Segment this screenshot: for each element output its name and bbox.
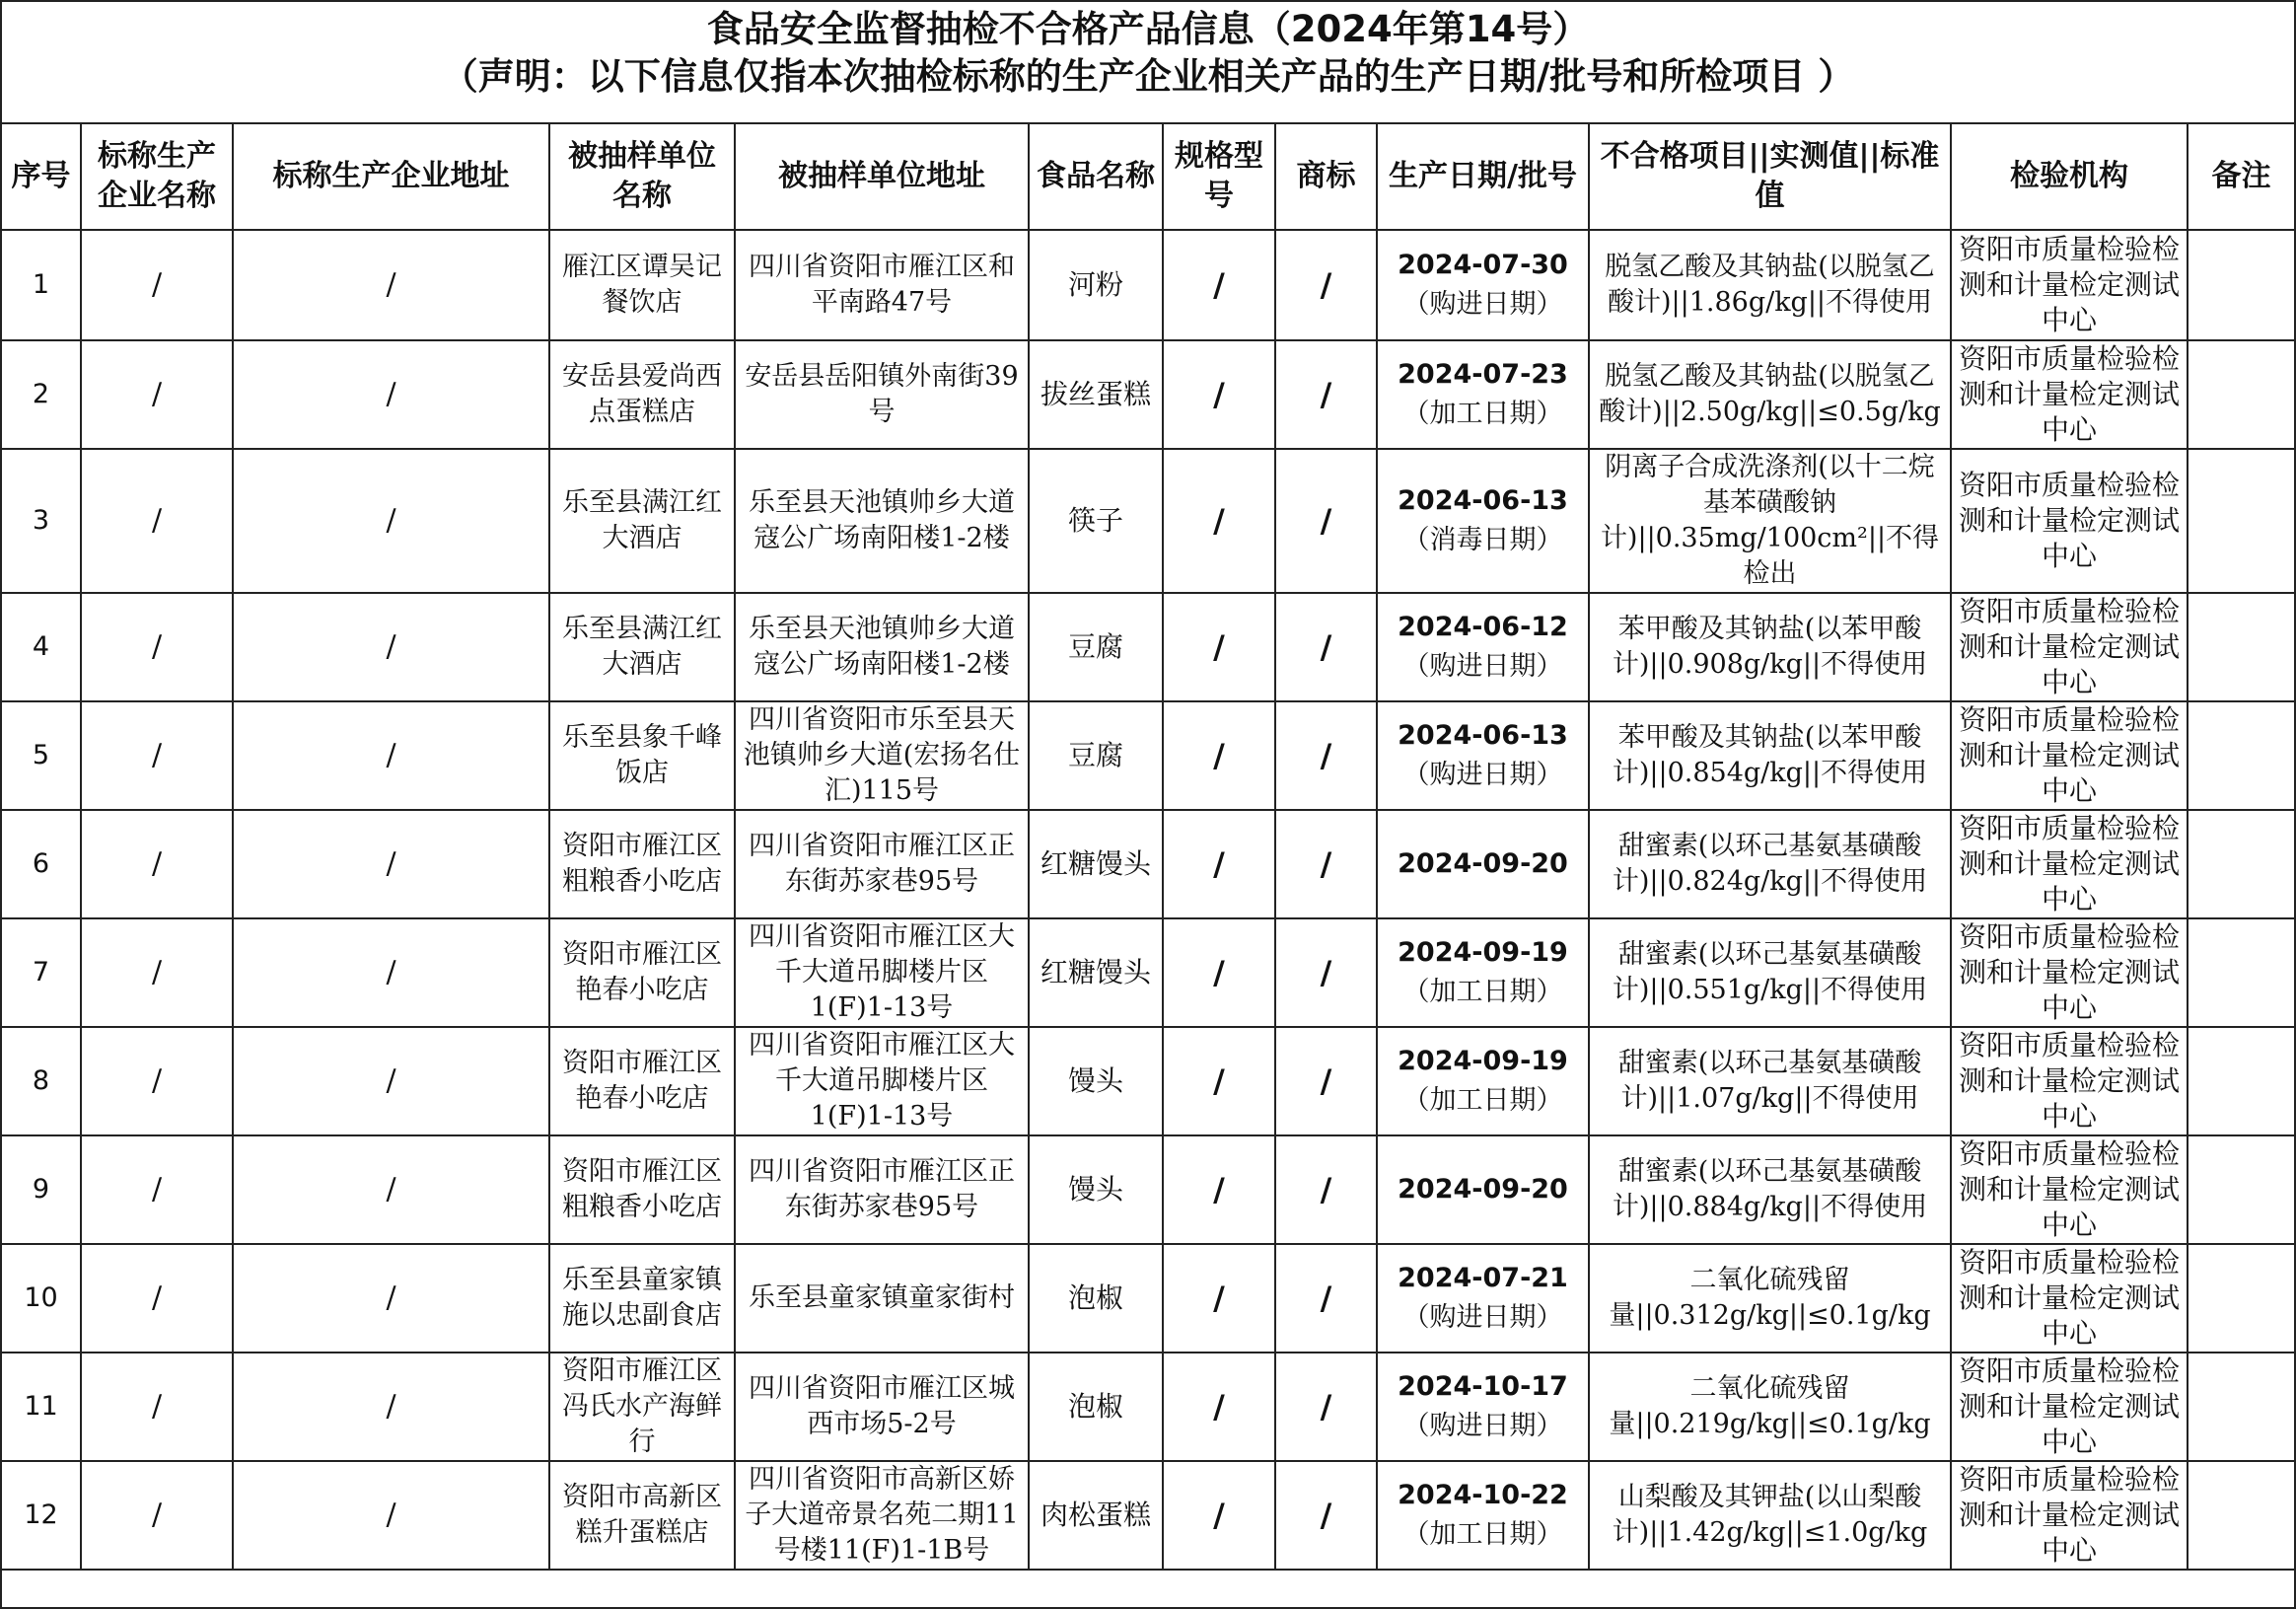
food-name-cell: 筷子 (1029, 449, 1163, 593)
table-row (2, 340, 2294, 449)
header-production-date: 生产日期/批号 (1377, 124, 1589, 230)
production-date-cell (1377, 230, 1589, 340)
sampled-unit-address-cell: 乐至县童家镇童家街村 (735, 1244, 1029, 1353)
testing-org-cell: 资阳市质量检验检测和计量检定测试中心 (1951, 1135, 2188, 1244)
manufacturer-name-cell: / (81, 1461, 233, 1570)
sampled-unit-address-cell: 乐至县天池镇帅乡大道寇公广场南阳楼1-2楼 (735, 593, 1029, 701)
table-row (2, 1461, 2294, 1570)
food-name-cell: 肉松蛋糕 (1029, 1461, 1163, 1570)
sampled-unit-address-cell: 四川省资阳市雁江区和平南路47号 (735, 230, 1029, 340)
brand-cell: / (1275, 918, 1377, 1027)
spec-cell: / (1163, 1353, 1275, 1461)
remarks-cell (2188, 593, 2294, 701)
table-row (2, 810, 2294, 918)
spec-cell: / (1163, 593, 1275, 701)
header-food-name: 食品名称 (1029, 124, 1163, 230)
manufacturer-address-cell: / (233, 1244, 549, 1353)
sampled-unit-address-cell: 四川省资阳市雁江区大千大道吊脚楼片区1(F)1-13号 (735, 1027, 1029, 1135)
spec-cell: / (1163, 701, 1275, 810)
date-value: 2024-07-30 (1398, 250, 1568, 280)
manufacturer-address-cell: / (233, 1135, 549, 1244)
food-name-cell: 豆腐 (1029, 593, 1163, 701)
manufacturer-address-cell: / (233, 340, 549, 449)
table-row (2, 1244, 2294, 1353)
header-manufacturer-name: 标称生产企业名称 (81, 124, 233, 230)
brand-cell: / (1275, 1135, 1377, 1244)
manufacturer-name-cell: / (81, 918, 233, 1027)
sampled-unit-address-cell: 四川省资阳市乐至县天池镇帅乡大道(宏扬名仕汇)115号 (735, 701, 1029, 810)
sampled-unit-name-cell: 资阳市高新区糕升蛋糕店 (549, 1461, 735, 1570)
table-row (2, 593, 2294, 701)
date-value: 2024-09-20 (1398, 1174, 1568, 1205)
remarks-cell (2188, 1353, 2294, 1461)
production-date-cell (1377, 340, 1589, 449)
food-name-cell: 泡椒 (1029, 1244, 1163, 1353)
testing-org-cell: 资阳市质量检验检测和计量检定测试中心 (1951, 230, 2188, 340)
sampled-unit-name-cell: 资阳市雁江区粗粮香小吃店 (549, 1135, 735, 1244)
remarks-cell (2188, 1461, 2294, 1570)
sampled-unit-address-cell: 四川省资阳市雁江区大千大道吊脚楼片区1(F)1-13号 (735, 918, 1029, 1027)
manufacturer-name-cell: / (81, 449, 233, 593)
serial-cell: 10 (2, 1244, 81, 1353)
testing-org-cell: 资阳市质量检验检测和计量检定测试中心 (1951, 1027, 2188, 1135)
table-row (2, 918, 2294, 1027)
serial-cell: 11 (2, 1353, 81, 1461)
date-value: 2024-06-13 (1398, 720, 1568, 751)
serial-cell: 3 (2, 449, 81, 593)
table-body (2, 230, 2294, 1570)
spec-cell: / (1163, 1027, 1275, 1135)
manufacturer-address-cell: / (233, 593, 549, 701)
date-value: 2024-09-19 (1398, 1046, 1568, 1076)
date-value: 2024-06-12 (1398, 612, 1568, 642)
date-type: （加工日期） (1402, 977, 1563, 1007)
production-date-cell (1377, 1027, 1589, 1135)
sampled-unit-address-cell: 四川省资阳市雁江区正东街苏家巷95号 (735, 1135, 1029, 1244)
serial-cell: 1 (2, 230, 81, 340)
manufacturer-address-cell: / (233, 1353, 549, 1461)
failed-item-cell: 苯甲酸及其钠盐(以苯甲酸计)||0.908g/kg||不得使用 (1589, 593, 1951, 701)
sampled-unit-name-cell: 安岳县爱尚西点蛋糕店 (549, 340, 735, 449)
manufacturer-address-cell: / (233, 701, 549, 810)
table-row (2, 1353, 2294, 1461)
testing-org-cell: 资阳市质量检验检测和计量检定测试中心 (1951, 449, 2188, 593)
serial-cell: 9 (2, 1135, 81, 1244)
brand-cell: / (1275, 593, 1377, 701)
food-name-cell: 河粉 (1029, 230, 1163, 340)
failed-item-cell: 二氧化硫残留量||0.312g/kg||≤0.1g/kg (1589, 1244, 1951, 1353)
serial-cell: 2 (2, 340, 81, 449)
header-testing-org: 检验机构 (1951, 124, 2188, 230)
serial-cell: 4 (2, 593, 81, 701)
failed-item-cell: 二氧化硫残留量||0.219g/kg||≤0.1g/kg (1589, 1353, 1951, 1461)
sampled-unit-name-cell: 乐至县童家镇施以忠副食店 (549, 1244, 735, 1353)
production-date-cell (1377, 1461, 1589, 1570)
brand-cell: / (1275, 701, 1377, 810)
serial-cell: 7 (2, 918, 81, 1027)
sampled-unit-name-cell: 资阳市雁江区艳春小吃店 (549, 1027, 735, 1135)
header-spec: 规格型号 (1163, 124, 1275, 230)
sampled-unit-address-cell: 四川省资阳市高新区娇子大道帝景名苑二期11号楼11(F)1-1B号 (735, 1461, 1029, 1570)
manufacturer-name-cell: / (81, 1027, 233, 1135)
date-value: 2024-07-21 (1398, 1263, 1568, 1293)
table-row (2, 230, 2294, 340)
header-failed-item: 不合格项目||实测值||标准值 (1589, 124, 1951, 230)
manufacturer-address-cell: / (233, 1027, 549, 1135)
date-type: （加工日期） (1402, 399, 1563, 429)
spec-cell: / (1163, 449, 1275, 593)
testing-org-cell: 资阳市质量检验检测和计量检定测试中心 (1951, 1353, 2188, 1461)
brand-cell: / (1275, 810, 1377, 918)
food-name-cell: 拔丝蛋糕 (1029, 340, 1163, 449)
manufacturer-address-cell: / (233, 449, 549, 593)
failed-item-cell: 甜蜜素(以环己基氨基磺酸计)||0.824g/kg||不得使用 (1589, 810, 1951, 918)
spec-cell: / (1163, 230, 1275, 340)
brand-cell: / (1275, 1353, 1377, 1461)
testing-org-cell: 资阳市质量检验检测和计量检定测试中心 (1951, 918, 2188, 1027)
testing-org-cell: 资阳市质量检验检测和计量检定测试中心 (1951, 810, 2188, 918)
date-value: 2024-07-23 (1398, 359, 1568, 390)
sampled-unit-name-cell: 乐至县满江红大酒店 (549, 593, 735, 701)
production-date-cell (1377, 701, 1589, 810)
food-name-cell: 豆腐 (1029, 701, 1163, 810)
document-title: 食品安全监督抽检不合格产品信息（2024年第14号） (706, 8, 1590, 50)
document-statement: （声明：以下信息仅指本次抽检标称的生产企业相关产品的生产日期/批号和所检项目 ） (441, 55, 1855, 98)
date-value: 2024-06-13 (1398, 485, 1568, 516)
date-value: 2024-10-22 (1398, 1480, 1568, 1510)
remarks-cell (2188, 1135, 2294, 1244)
serial-cell: 12 (2, 1461, 81, 1570)
header-manufacturer-address: 标称生产企业地址 (233, 124, 549, 230)
testing-org-cell: 资阳市质量检验检测和计量检定测试中心 (1951, 1461, 2188, 1570)
sampled-unit-name-cell: 资阳市雁江区粗粮香小吃店 (549, 810, 735, 918)
sampled-unit-name-cell: 资阳市雁江区冯氏水产海鲜行 (549, 1353, 735, 1461)
header-brand: 商标 (1275, 124, 1377, 230)
food-name-cell: 馒头 (1029, 1135, 1163, 1244)
title-block (2, 2, 2294, 124)
food-name-cell: 泡椒 (1029, 1353, 1163, 1461)
production-date-cell (1377, 1353, 1589, 1461)
sampled-unit-name-cell: 乐至县象千峰饭店 (549, 701, 735, 810)
failed-item-cell: 脱氢乙酸及其钠盐(以脱氢乙酸计)||1.86g/kg||不得使用 (1589, 230, 1951, 340)
date-type: （购进日期） (1402, 651, 1563, 682)
table-row (2, 449, 2294, 593)
serial-cell: 6 (2, 810, 81, 918)
manufacturer-address-cell: / (233, 1461, 549, 1570)
sampled-unit-address-cell: 乐至县天池镇帅乡大道寇公广场南阳楼1-2楼 (735, 449, 1029, 593)
table-row (2, 701, 2294, 810)
manufacturer-name-cell: / (81, 1353, 233, 1461)
brand-cell: / (1275, 230, 1377, 340)
spec-cell: / (1163, 1461, 1275, 1570)
failed-item-cell: 甜蜜素(以环己基氨基磺酸计)||0.551g/kg||不得使用 (1589, 918, 1951, 1027)
manufacturer-address-cell: / (233, 230, 549, 340)
spec-cell: / (1163, 1244, 1275, 1353)
date-value: 2024-09-20 (1398, 848, 1568, 879)
failed-item-cell: 山梨酸及其钾盐(以山梨酸计)||1.42g/kg||≤1.0g/kg (1589, 1461, 1951, 1570)
sampled-unit-address-cell: 四川省资阳市雁江区正东街苏家巷95号 (735, 810, 1029, 918)
manufacturer-name-cell: / (81, 340, 233, 449)
testing-org-cell: 资阳市质量检验检测和计量检定测试中心 (1951, 1244, 2188, 1353)
serial-cell: 8 (2, 1027, 81, 1135)
failed-item-cell: 阴离子合成洗涤剂(以十二烷基苯磺酸钠计)||0.35mg/100cm²||不得检出 (1589, 449, 1951, 593)
manufacturer-address-cell: / (233, 810, 549, 918)
remarks-cell (2188, 1027, 2294, 1135)
failed-item-cell: 甜蜜素(以环己基氨基磺酸计)||0.884g/kg||不得使用 (1589, 1135, 1951, 1244)
table-row (2, 1027, 2294, 1135)
header-remarks: 备注 (2188, 124, 2294, 230)
manufacturer-name-cell: / (81, 593, 233, 701)
header-sampled-unit-name: 被抽样单位名称 (549, 124, 735, 230)
brand-cell: / (1275, 1027, 1377, 1135)
remarks-cell (2188, 701, 2294, 810)
date-type: （购进日期） (1402, 760, 1563, 790)
manufacturer-name-cell: / (81, 810, 233, 918)
remarks-cell (2188, 449, 2294, 593)
date-value: 2024-09-19 (1398, 937, 1568, 968)
manufacturer-address-cell: / (233, 918, 549, 1027)
food-name-cell: 红糖馒头 (1029, 810, 1163, 918)
date-type: （加工日期） (1402, 1085, 1563, 1116)
header-sampled-unit-address: 被抽样单位地址 (735, 124, 1029, 230)
food-name-cell: 馒头 (1029, 1027, 1163, 1135)
spec-cell: / (1163, 1135, 1275, 1244)
remarks-cell (2188, 230, 2294, 340)
food-name-cell: 红糖馒头 (1029, 918, 1163, 1027)
remarks-cell (2188, 918, 2294, 1027)
date-type: （购进日期） (1402, 289, 1563, 320)
brand-cell: / (1275, 1461, 1377, 1570)
production-date-cell (1377, 593, 1589, 701)
sampled-unit-address-cell: 安岳县岳阳镇外南街39号 (735, 340, 1029, 449)
remarks-cell (2188, 810, 2294, 918)
spec-cell: / (1163, 810, 1275, 918)
manufacturer-name-cell: / (81, 230, 233, 340)
production-date-cell (1377, 1244, 1589, 1353)
table-row (2, 1135, 2294, 1244)
spec-cell: / (1163, 918, 1275, 1027)
brand-cell: / (1275, 340, 1377, 449)
sampled-unit-address-cell: 四川省资阳市雁江区城西市场5-2号 (735, 1353, 1029, 1461)
manufacturer-name-cell: / (81, 1135, 233, 1244)
date-type: （购进日期） (1402, 1302, 1563, 1333)
sampled-unit-name-cell: 乐至县满江红大酒店 (549, 449, 735, 593)
failed-item-cell: 甜蜜素(以环己基氨基磺酸计)||1.07g/kg||不得使用 (1589, 1027, 1951, 1135)
remarks-cell (2188, 1244, 2294, 1353)
testing-org-cell: 资阳市质量检验检测和计量检定测试中心 (1951, 340, 2188, 449)
failed-item-cell: 苯甲酸及其钠盐(以苯甲酸计)||0.854g/kg||不得使用 (1589, 701, 1951, 810)
production-date-cell (1377, 810, 1589, 918)
sampled-unit-name-cell: 资阳市雁江区艳春小吃店 (549, 918, 735, 1027)
date-type: （加工日期） (1402, 1519, 1563, 1550)
failed-item-cell: 脱氢乙酸及其钠盐(以脱氢乙酸计)||2.50g/kg||≤0.5g/kg (1589, 340, 1951, 449)
testing-org-cell: 资阳市质量检验检测和计量检定测试中心 (1951, 593, 2188, 701)
production-date-cell (1377, 449, 1589, 593)
testing-org-cell: 资阳市质量检验检测和计量检定测试中心 (1951, 701, 2188, 810)
date-type: （购进日期） (1402, 1411, 1563, 1441)
brand-cell: / (1275, 1244, 1377, 1353)
sampled-unit-name-cell: 雁江区谭吴记餐饮店 (549, 230, 735, 340)
header-serial: 序号 (2, 124, 81, 230)
results-table (2, 124, 2294, 1571)
production-date-cell (1377, 1135, 1589, 1244)
table-header-row (2, 124, 2294, 230)
production-date-cell (1377, 918, 1589, 1027)
manufacturer-name-cell: / (81, 701, 233, 810)
date-value: 2024-10-17 (1398, 1371, 1568, 1402)
remarks-cell (2188, 340, 2294, 449)
serial-cell: 5 (2, 701, 81, 810)
brand-cell: / (1275, 449, 1377, 593)
manufacturer-name-cell: / (81, 1244, 233, 1353)
date-type: （消毒日期） (1402, 525, 1563, 555)
spec-cell: / (1163, 340, 1275, 449)
